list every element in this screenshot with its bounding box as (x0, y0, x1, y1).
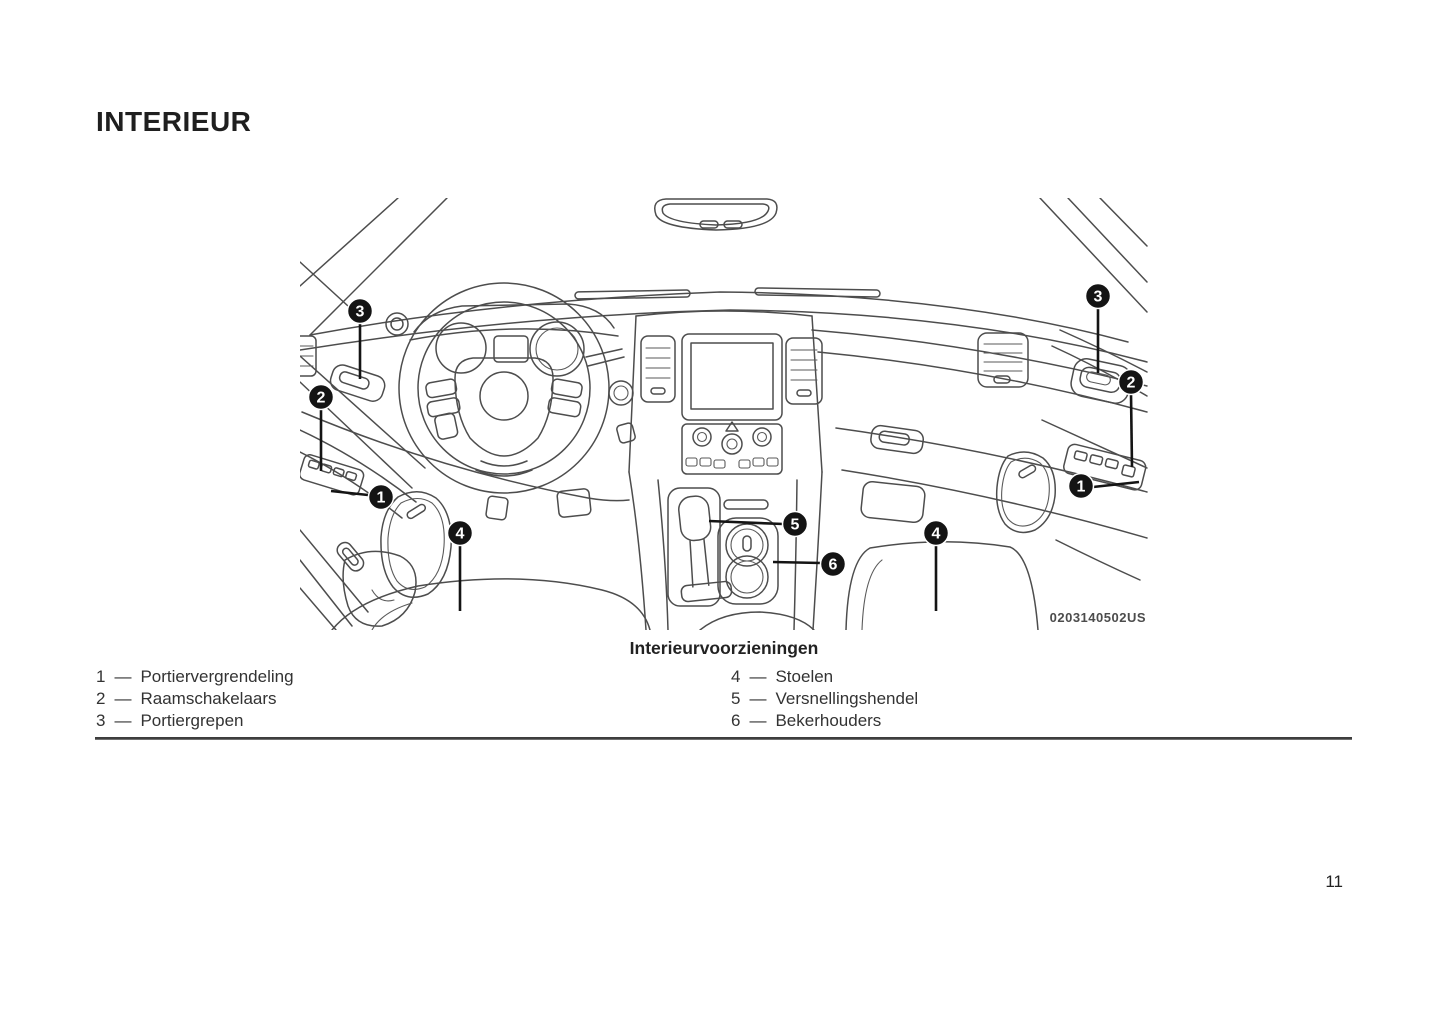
legend-label: Stoelen (775, 667, 834, 686)
glovebox-handle (870, 424, 925, 454)
legend-dash: — (114, 689, 132, 708)
legend-num: 4 (731, 667, 741, 686)
legend-label: Portiergrepen (140, 711, 244, 730)
rear-console (700, 612, 814, 630)
legend-item-5 (731, 688, 918, 710)
cup-holders (718, 518, 778, 604)
legend-dash: — (749, 689, 767, 708)
callout-6 (821, 552, 846, 577)
callout-1-right (1069, 474, 1094, 499)
svg-text:3: 3 (355, 303, 365, 321)
callout-3-left (348, 299, 373, 324)
svg-text:5: 5 (790, 516, 800, 534)
callout-2-left (309, 385, 334, 410)
legend-dash: — (749, 667, 767, 686)
rearview-mirror (655, 199, 777, 230)
touchscreen (682, 334, 782, 420)
pedal (486, 496, 509, 521)
legend-item-2 (96, 688, 294, 710)
legend-label: Versnellingshendel (775, 689, 919, 708)
svg-text:2: 2 (1126, 374, 1136, 392)
side-vent-left (300, 336, 316, 376)
legend-label: Portiervergrendeling (140, 667, 294, 686)
legend-dash: — (114, 667, 132, 686)
legend-num: 1 (96, 667, 106, 686)
callout-4-right (924, 521, 949, 546)
center-vent-left (641, 336, 675, 402)
legend-num: 6 (731, 711, 741, 730)
legend-num: 3 (96, 711, 106, 730)
seat-right (846, 542, 1038, 630)
a-pillar-left (300, 198, 447, 335)
svg-text:2: 2 (316, 389, 326, 407)
door-handle-left (328, 362, 387, 403)
svg-text:4: 4 (455, 525, 465, 543)
legend-item-3 (96, 710, 294, 732)
svg-text:1: 1 (1076, 478, 1086, 496)
svg-text:1: 1 (376, 489, 386, 507)
speaker-right (997, 452, 1056, 533)
interior-line-art (300, 198, 1148, 630)
legend-item-4 (731, 666, 918, 688)
gear-lever (668, 488, 732, 606)
page-number: 11 (1325, 872, 1343, 891)
callout-3-right (1086, 284, 1111, 309)
legend-dash: — (114, 711, 132, 730)
svg-text:6: 6 (828, 556, 838, 574)
center-console (629, 472, 822, 630)
figure-watermark: 0203140502US (1049, 610, 1146, 625)
callout-1-left (369, 485, 394, 510)
legend-dash: — (749, 711, 767, 730)
legend-num: 2 (96, 689, 106, 708)
section-divider (95, 737, 1352, 740)
door-pocket-left (334, 540, 416, 627)
callout-2-right (1119, 370, 1144, 395)
seat-left (332, 579, 650, 630)
page-title: INTERIEUR (96, 106, 252, 137)
callout-5 (783, 512, 808, 537)
climate-controls (682, 422, 782, 474)
legend-label: Raamschakelaars (140, 689, 277, 708)
svg-text:3: 3 (1093, 288, 1103, 306)
svg-text:4: 4 (931, 525, 941, 543)
legend-num: 5 (731, 689, 741, 708)
legend-item-1 (96, 666, 294, 688)
callout-4-left (448, 521, 473, 546)
figure-caption: Interieurvoorzieningen (629, 638, 819, 658)
legend-item-6 (731, 710, 918, 732)
legend-label: Bekerhouders (775, 711, 882, 730)
legend-right-column (731, 666, 918, 732)
interior-diagram (300, 198, 1148, 630)
legend-left-column (96, 666, 294, 732)
